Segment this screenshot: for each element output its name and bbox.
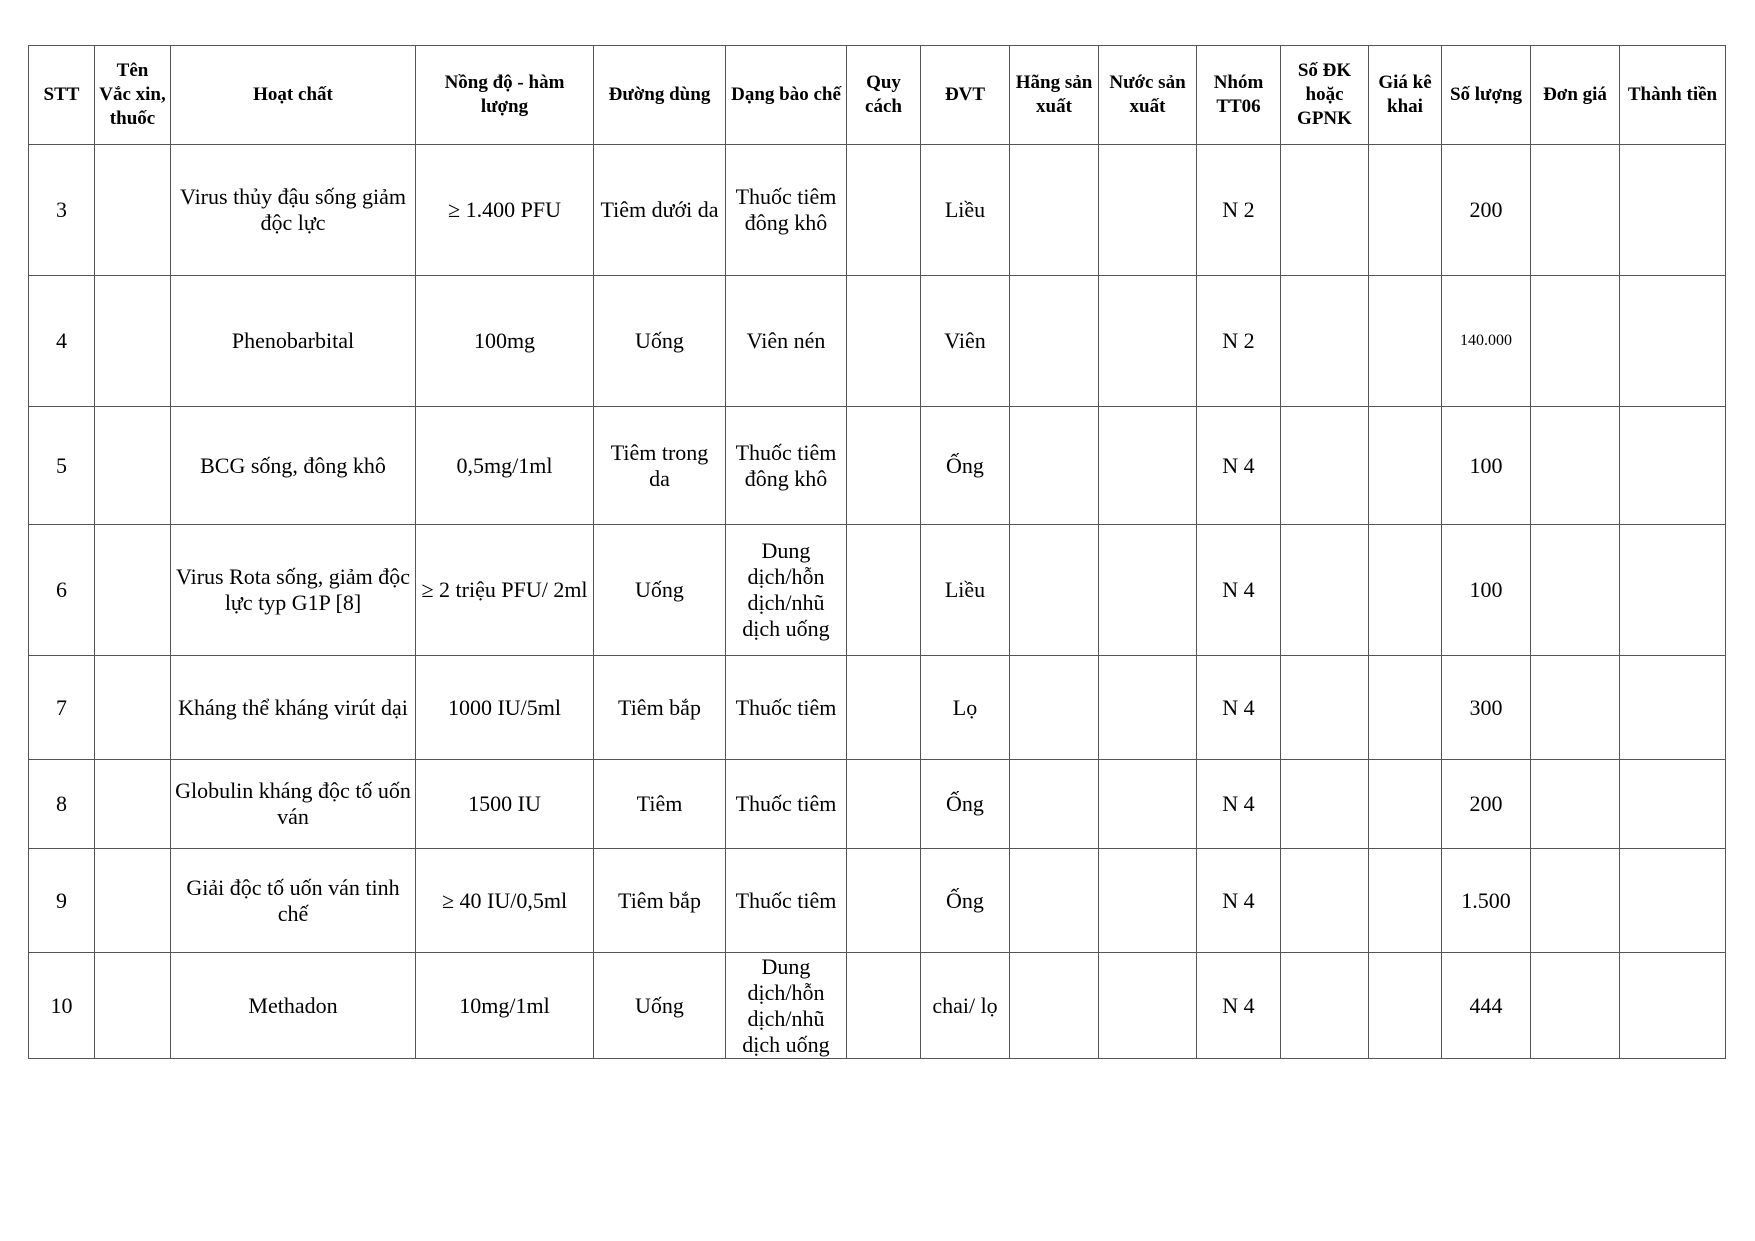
cell-gia-ke-khai [1369, 849, 1442, 953]
header-nuoc-san-xuat: Nước sản xuất [1099, 46, 1197, 145]
header-quy-cach: Quy cách [847, 46, 921, 145]
cell-hang-sx [1010, 276, 1099, 407]
table-row [29, 849, 1726, 953]
cell-so-dk [1281, 760, 1369, 849]
table-row [29, 760, 1726, 849]
cell-so-luong: 444 [1442, 953, 1531, 1059]
cell-gia-ke-khai [1369, 953, 1442, 1059]
cell-hoat-chat: BCG sống, đông khô [171, 407, 416, 525]
cell-ten [95, 760, 171, 849]
cell-stt: 5 [29, 407, 95, 525]
cell-don-gia [1531, 525, 1620, 656]
cell-nong-do: 1500 IU [416, 760, 594, 849]
cell-dang-bao-che: Viên nén [726, 276, 847, 407]
cell-so-luong: 200 [1442, 760, 1531, 849]
cell-thanh-tien [1620, 849, 1726, 953]
header-thanh-tien: Thành tiền [1620, 46, 1726, 145]
cell-nhom: N 4 [1197, 525, 1281, 656]
table-row [29, 145, 1726, 276]
cell-dang-bao-che: Thuốc tiêm [726, 656, 847, 760]
cell-nong-do: ≥ 1.400 PFU [416, 145, 594, 276]
cell-so-dk [1281, 953, 1369, 1059]
cell-hang-sx [1010, 145, 1099, 276]
header-so-luong: Số lượng [1442, 46, 1531, 145]
cell-dvt: Ống [921, 760, 1010, 849]
cell-duong-dung: Tiêm bắp [594, 656, 726, 760]
cell-gia-ke-khai [1369, 656, 1442, 760]
cell-dang-bao-che: Dung dịch/hỗn dịch/nhũ dịch uống [726, 525, 847, 656]
cell-duong-dung: Uống [594, 525, 726, 656]
cell-nong-do: 100mg [416, 276, 594, 407]
cell-gia-ke-khai [1369, 760, 1442, 849]
cell-so-luong: 100 [1442, 407, 1531, 525]
cell-quy-cach [847, 525, 921, 656]
header-ten-vac-xin: Tên Vắc xin, thuốc [95, 46, 171, 145]
cell-quy-cach [847, 953, 921, 1059]
cell-nhom: N 2 [1197, 276, 1281, 407]
table-row [29, 525, 1726, 656]
table-row [29, 656, 1726, 760]
cell-nuoc-sx [1099, 276, 1197, 407]
header-nong-do: Nồng độ - hàm lượng [416, 46, 594, 145]
cell-nhom: N 4 [1197, 760, 1281, 849]
cell-so-dk [1281, 407, 1369, 525]
cell-so-dk [1281, 849, 1369, 953]
cell-hoat-chat: Virus Rota sống, giảm độc lực typ G1P [8] [171, 525, 416, 656]
cell-nong-do: ≥ 2 triệu PFU/ 2ml [416, 525, 594, 656]
cell-nhom: N 2 [1197, 145, 1281, 276]
cell-so-dk [1281, 145, 1369, 276]
header-dang-bao-che: Dạng bào chế [726, 46, 847, 145]
cell-dang-bao-che: Thuốc tiêm đông khô [726, 407, 847, 525]
cell-duong-dung: Uống [594, 276, 726, 407]
cell-quy-cach [847, 407, 921, 525]
cell-gia-ke-khai [1369, 276, 1442, 407]
table-row [29, 407, 1726, 525]
header-hang-san-xuat: Hãng sản xuất [1010, 46, 1099, 145]
cell-hang-sx [1010, 849, 1099, 953]
cell-hoat-chat: Methadon [171, 953, 416, 1059]
cell-thanh-tien [1620, 276, 1726, 407]
cell-dvt: Ống [921, 407, 1010, 525]
cell-ten [95, 656, 171, 760]
cell-thanh-tien [1620, 145, 1726, 276]
cell-nong-do: 10mg/1ml [416, 953, 594, 1059]
cell-nhom: N 4 [1197, 407, 1281, 525]
cell-dvt: chai/ lọ [921, 953, 1010, 1059]
cell-dvt: Viên [921, 276, 1010, 407]
cell-hang-sx [1010, 656, 1099, 760]
cell-nuoc-sx [1099, 849, 1197, 953]
table-header-row [29, 46, 1726, 145]
cell-stt: 7 [29, 656, 95, 760]
cell-duong-dung: Tiêm bắp [594, 849, 726, 953]
cell-so-luong: 140.000 [1442, 276, 1531, 407]
cell-so-dk [1281, 656, 1369, 760]
cell-nong-do: 1000 IU/5ml [416, 656, 594, 760]
cell-hoat-chat: Giải độc tố uốn ván tinh chế [171, 849, 416, 953]
cell-stt: 4 [29, 276, 95, 407]
cell-nuoc-sx [1099, 525, 1197, 656]
cell-thanh-tien [1620, 760, 1726, 849]
cell-duong-dung: Uống [594, 953, 726, 1059]
cell-don-gia [1531, 656, 1620, 760]
cell-ten [95, 407, 171, 525]
cell-stt: 8 [29, 760, 95, 849]
header-stt: STT [29, 46, 95, 145]
cell-so-dk [1281, 525, 1369, 656]
cell-stt: 9 [29, 849, 95, 953]
cell-don-gia [1531, 407, 1620, 525]
cell-ten [95, 276, 171, 407]
cell-so-luong: 100 [1442, 525, 1531, 656]
cell-nong-do: ≥ 40 IU/0,5ml [416, 849, 594, 953]
cell-hang-sx [1010, 760, 1099, 849]
cell-quy-cach [847, 656, 921, 760]
cell-so-dk [1281, 276, 1369, 407]
cell-stt: 3 [29, 145, 95, 276]
table-row [29, 276, 1726, 407]
cell-quy-cach [847, 760, 921, 849]
cell-nuoc-sx [1099, 145, 1197, 276]
cell-dang-bao-che: Thuốc tiêm đông khô [726, 145, 847, 276]
cell-don-gia [1531, 953, 1620, 1059]
cell-dvt: Lọ [921, 656, 1010, 760]
cell-stt: 10 [29, 953, 95, 1059]
header-so-dk: Số ĐK hoặc GPNK [1281, 46, 1369, 145]
cell-dvt: Liều [921, 525, 1010, 656]
header-hoat-chat: Hoạt chất [171, 46, 416, 145]
cell-dang-bao-che: Thuốc tiêm [726, 760, 847, 849]
cell-gia-ke-khai [1369, 145, 1442, 276]
cell-nuoc-sx [1099, 953, 1197, 1059]
cell-thanh-tien [1620, 656, 1726, 760]
cell-thanh-tien [1620, 407, 1726, 525]
cell-ten [95, 849, 171, 953]
cell-duong-dung: Tiêm trong da [594, 407, 726, 525]
header-dvt: ĐVT [921, 46, 1010, 145]
cell-gia-ke-khai [1369, 407, 1442, 525]
cell-nhom: N 4 [1197, 849, 1281, 953]
cell-so-luong: 200 [1442, 145, 1531, 276]
cell-don-gia [1531, 760, 1620, 849]
cell-hang-sx [1010, 953, 1099, 1059]
cell-don-gia [1531, 145, 1620, 276]
cell-stt: 6 [29, 525, 95, 656]
table-row [29, 953, 1726, 1059]
cell-hoat-chat: Kháng thể kháng virút dại [171, 656, 416, 760]
cell-quy-cach [847, 849, 921, 953]
cell-don-gia [1531, 276, 1620, 407]
cell-ten [95, 145, 171, 276]
cell-duong-dung: Tiêm dưới da [594, 145, 726, 276]
cell-nuoc-sx [1099, 656, 1197, 760]
cell-don-gia [1531, 849, 1620, 953]
cell-hang-sx [1010, 407, 1099, 525]
cell-dang-bao-che: Dung dịch/hỗn dịch/nhũ dịch uống [726, 953, 847, 1059]
cell-nhom: N 4 [1197, 656, 1281, 760]
cell-dvt: Ống [921, 849, 1010, 953]
header-don-gia: Đơn giá [1531, 46, 1620, 145]
cell-hoat-chat: Globulin kháng độc tố uốn ván [171, 760, 416, 849]
cell-dang-bao-che: Thuốc tiêm [726, 849, 847, 953]
cell-hang-sx [1010, 525, 1099, 656]
header-gia-ke-khai: Giá kê khai [1369, 46, 1442, 145]
cell-hoat-chat: Virus thủy đậu sống giảm độc lực [171, 145, 416, 276]
cell-quy-cach [847, 145, 921, 276]
cell-nhom: N 4 [1197, 953, 1281, 1059]
cell-ten [95, 953, 171, 1059]
cell-nuoc-sx [1099, 760, 1197, 849]
cell-nong-do: 0,5mg/1ml [416, 407, 594, 525]
cell-hoat-chat: Phenobarbital [171, 276, 416, 407]
cell-thanh-tien [1620, 953, 1726, 1059]
cell-dvt: Liều [921, 145, 1010, 276]
cell-thanh-tien [1620, 525, 1726, 656]
cell-so-luong: 300 [1442, 656, 1531, 760]
cell-duong-dung: Tiêm [594, 760, 726, 849]
header-duong-dung: Đường dùng [594, 46, 726, 145]
cell-nuoc-sx [1099, 407, 1197, 525]
cell-so-luong: 1.500 [1442, 849, 1531, 953]
header-nhom-tt06: Nhóm TT06 [1197, 46, 1281, 145]
medicine-table [28, 45, 1726, 1059]
cell-ten [95, 525, 171, 656]
cell-gia-ke-khai [1369, 525, 1442, 656]
cell-quy-cach [847, 276, 921, 407]
